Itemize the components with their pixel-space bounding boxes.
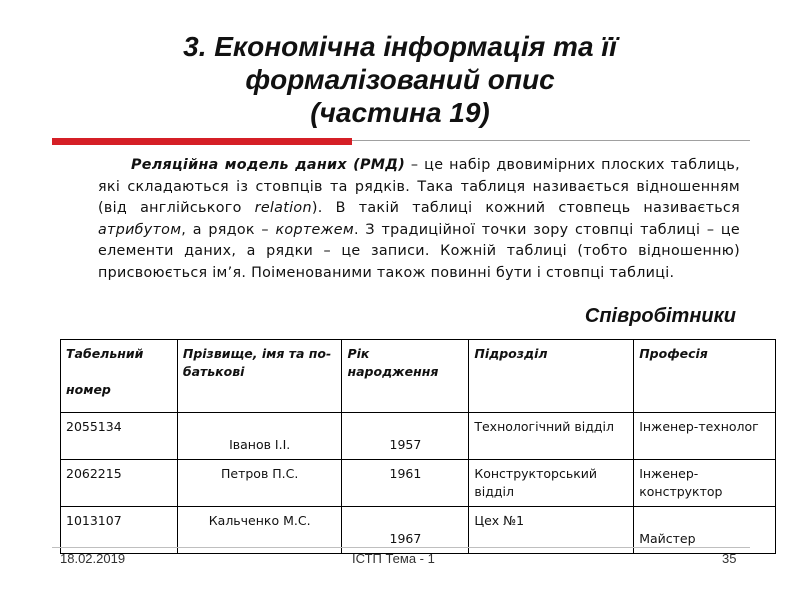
table-caption: Співробітники xyxy=(584,305,736,327)
header-birth-year: Рік народження xyxy=(342,340,469,413)
cell-name: Іванов І.І. xyxy=(177,413,342,460)
header-profession: Професія xyxy=(634,340,776,413)
cell-id: 2062215 xyxy=(61,460,178,507)
cell-profession: Інженер-конструктор xyxy=(634,460,776,507)
footer-date: 18.02.2019 xyxy=(60,551,126,566)
footer-topic: ІСТП Тема - 1 xyxy=(352,551,435,566)
cell-name: Петров П.С. xyxy=(177,460,342,507)
title-accent-bar xyxy=(52,138,352,145)
table-header-row xyxy=(61,340,776,413)
cell-id: 2055134 xyxy=(61,413,178,460)
employees-table xyxy=(60,339,776,554)
table-row xyxy=(61,413,776,460)
cell-dept: Технологічний відділ xyxy=(469,413,634,460)
title-divider-line xyxy=(352,140,750,141)
term-rmd: Реляційна модель даних (РМД) xyxy=(131,157,406,173)
cell-dept: Конструкторський відділ xyxy=(469,460,634,507)
term-tuple: кортежем xyxy=(275,221,354,238)
table-row xyxy=(61,460,776,507)
term-attribute: атрибутом xyxy=(98,221,182,238)
cell-profession: Інженер-технолог xyxy=(634,413,776,460)
header-tab-number: Табельний номер xyxy=(61,340,178,413)
cell-name: Кальченко М.С. xyxy=(177,507,342,554)
definition-paragraph: Реляційна модель даних (РМД) – це набір двовимірних плоских таблиць, які складаються із стовпців та рядків. Така таблиця називається відношенням (від англійського relation). В такій таблиці кожний стовпець називається атрибутом, а рядок – кортежем. З традиційної точки зору стовпці таблиці – це елементи даних, а рядки – це записи. Кожній таблиці (тобто відношенню) присвоюється ім’я. Поіменованими також повинні бути і стовпці таблиці. xyxy=(98,157,740,281)
header-full-name: Прізвище, імя та по-батькові xyxy=(177,340,342,413)
header-department: Підрозділ xyxy=(469,340,634,413)
title-line-3: (частина 19) xyxy=(310,97,490,128)
footer-page-number: 35 xyxy=(722,551,737,566)
cell-year: 1961 xyxy=(342,460,469,507)
title-line-1: 3. Економічна інформація та її xyxy=(183,31,617,62)
cell-year: 1957 xyxy=(342,413,469,460)
cell-id: 1013107 xyxy=(61,507,178,554)
footer-divider xyxy=(52,547,750,548)
slide-title xyxy=(0,30,800,129)
cell-year: 1967 xyxy=(342,507,469,554)
cell-dept: Цех №1 xyxy=(469,507,634,554)
term-relation: relation xyxy=(254,200,312,217)
title-line-2: формалізований опис xyxy=(245,64,555,95)
cell-profession: Майстер xyxy=(634,507,776,554)
